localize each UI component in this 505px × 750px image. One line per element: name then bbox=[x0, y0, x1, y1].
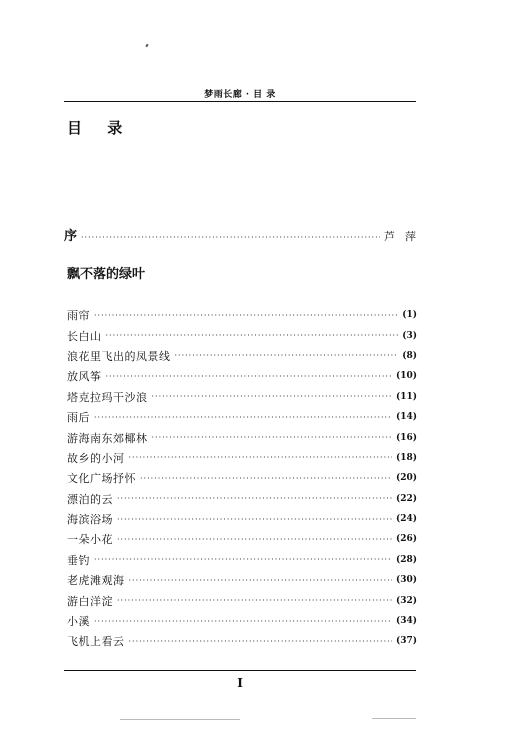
toc-entry-page: (10) bbox=[395, 371, 417, 382]
toc-entry-page: (28) bbox=[395, 554, 417, 565]
toc-entry[interactable] bbox=[67, 570, 417, 590]
toc-entry[interactable] bbox=[67, 346, 417, 366]
toc-entry-page: (37) bbox=[395, 636, 417, 647]
toc-entry-page: (16) bbox=[395, 432, 417, 443]
toc-entry-title: 小溪 bbox=[67, 615, 90, 629]
toc-entry-page: (11) bbox=[395, 391, 417, 402]
dot-leader bbox=[117, 494, 392, 503]
toc-list bbox=[67, 305, 417, 652]
toc-entry-title: 雨帘 bbox=[67, 309, 90, 323]
toc-entry[interactable] bbox=[67, 387, 417, 407]
dot-leader bbox=[94, 311, 398, 320]
section-heading: 飘不落的绿叶 bbox=[67, 267, 146, 282]
toc-entry-page: (14) bbox=[395, 412, 417, 423]
page-title: 目 录 bbox=[67, 119, 133, 137]
toc-entry[interactable] bbox=[67, 611, 417, 631]
dot-leader bbox=[117, 535, 392, 544]
toc-entry[interactable] bbox=[67, 590, 417, 610]
page-number: I bbox=[237, 676, 243, 690]
toc-entry-page: (8) bbox=[402, 350, 417, 361]
toc-entry[interactable] bbox=[67, 448, 417, 468]
toc-entry[interactable] bbox=[67, 305, 417, 325]
toc-entry[interactable] bbox=[67, 631, 417, 651]
footer-rule bbox=[64, 670, 416, 671]
dot-leader bbox=[129, 453, 392, 462]
dot-leader bbox=[81, 233, 380, 242]
dot-leader bbox=[94, 555, 392, 564]
dot-leader bbox=[175, 351, 399, 360]
toc-entry-page: (20) bbox=[395, 473, 417, 484]
toc-entry-page: (1) bbox=[402, 310, 417, 321]
toc-entry-title: 文化广场抒怀 bbox=[67, 472, 136, 486]
toc-entry-title: 老虎滩观海 bbox=[67, 574, 125, 588]
running-header: 梦雨长廊 · 目 录 bbox=[204, 90, 276, 100]
dot-leader bbox=[117, 515, 392, 524]
preface-title: 序 bbox=[64, 229, 78, 244]
toc-entry-title: 垂钓 bbox=[67, 553, 90, 567]
toc-entry[interactable] bbox=[67, 509, 417, 529]
toc-entry-title: 浪花里飞出的凤景线 bbox=[67, 349, 171, 363]
dot-leader bbox=[94, 617, 392, 626]
toc-entry[interactable] bbox=[67, 366, 417, 386]
scan-speck bbox=[120, 719, 240, 720]
dot-leader bbox=[152, 392, 392, 401]
toc-entry-title: 游海南东郊椰林 bbox=[67, 431, 148, 445]
toc-entry[interactable] bbox=[67, 325, 417, 345]
toc-entry-title: 游白洋淀 bbox=[67, 594, 113, 608]
toc-entry-title: 故乡的小河 bbox=[67, 451, 125, 465]
toc-entry-title: 塔克拉玛干沙浪 bbox=[67, 390, 148, 404]
toc-entry[interactable] bbox=[67, 550, 417, 570]
toc-entry-title: 飞机上看云 bbox=[67, 635, 125, 649]
toc-entry-title: 放风筝 bbox=[67, 370, 102, 384]
preface-author: 芦萍 bbox=[384, 230, 426, 243]
scan-speck bbox=[372, 718, 416, 719]
dot-leader bbox=[117, 596, 392, 605]
toc-entry-page: (3) bbox=[402, 330, 417, 341]
scan-speck bbox=[145, 44, 148, 48]
dot-leader bbox=[152, 433, 392, 442]
toc-entry-title: 海滨浴场 bbox=[67, 513, 113, 527]
toc-entry[interactable] bbox=[67, 427, 417, 447]
dot-leader bbox=[129, 576, 392, 585]
toc-entry-page: (30) bbox=[395, 575, 417, 586]
toc-entry-title: 漂泊的云 bbox=[67, 492, 113, 506]
toc-entry[interactable] bbox=[67, 407, 417, 427]
toc-entry-page: (26) bbox=[395, 534, 417, 545]
header-rule bbox=[64, 101, 416, 102]
dot-leader bbox=[106, 331, 399, 340]
preface-entry[interactable] bbox=[64, 225, 426, 244]
toc-entry-page: (18) bbox=[395, 452, 417, 463]
dot-leader bbox=[129, 637, 392, 646]
toc-entry-page: (22) bbox=[395, 493, 417, 504]
toc-entry[interactable] bbox=[67, 468, 417, 488]
toc-entry-page: (24) bbox=[395, 514, 417, 525]
toc-entry-title: 雨后 bbox=[67, 411, 90, 425]
toc-entry-title: 长白山 bbox=[67, 329, 102, 343]
dot-leader bbox=[106, 372, 392, 381]
toc-entry-page: (34) bbox=[395, 616, 417, 627]
toc-entry-page: (32) bbox=[395, 595, 417, 606]
toc-entry[interactable] bbox=[67, 529, 417, 549]
toc-entry-title: 一朵小花 bbox=[67, 533, 113, 547]
dot-leader bbox=[140, 474, 392, 483]
toc-entry[interactable] bbox=[67, 489, 417, 509]
dot-leader bbox=[94, 413, 392, 422]
